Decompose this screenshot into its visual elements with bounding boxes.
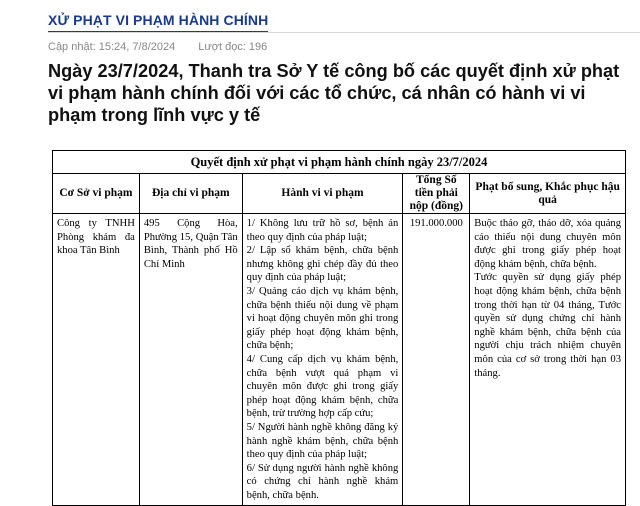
address-cell: 495 Cộng Hòa, Phường 15, Quận Tân Bình, Thành phố Hồ Chí Minh: [139, 214, 242, 506]
violation-item: 5/ Người hành nghề không đăng ký hành nghề khám bệnh, chữa bệnh theo quy định của pháp luật;: [246, 421, 399, 461]
remedies-cell: [470, 214, 626, 506]
violation-item: 3/ Quảng cáo dịch vụ khám bệnh, chữa bệnh thiếu nội dung về phạm vi hoạt động chuyên môn ghi trong giấy phép hoạt động khám bệnh, chữa bệnh;: [246, 285, 399, 352]
section-title[interactable]: XỬ PHẠT VI PHẠM HÀNH CHÍNH: [48, 12, 268, 33]
violation-item: 1/ Không lưu trữ hồ sơ, bệnh án theo quy định của pháp luật;: [246, 218, 399, 243]
header-remedies: Phạt bổ sung, Khắc phục hậu quả: [470, 174, 626, 214]
violation-item: 6/ Sử dụng người hành nghề không có chứng chỉ hành nghề khám bệnh, chữa bệnh.: [246, 462, 399, 501]
header-amount: Tổng Số tiền phải nộp (đồng): [403, 174, 470, 214]
remedy-item: Tước quyền sử dụng giấy phép hoạt động khám bệnh, chữa bệnh trong thời hạn từ 04 tháng, Tước quyền sử dụng chứng chỉ hành nghề khám bệnh, chữa bệnh của người chịu trách nhiệm chuyên môn của cơ sở trong thời hạn 03 tháng.: [474, 272, 621, 379]
penalty-decision-table: [52, 150, 626, 506]
article-meta: [48, 41, 287, 53]
article-headline: Ngày 23/7/2024, Thanh tra Sở Y tế công bố các quyết định xử phạt vi phạm hành chính đối với các tổ chức, cá nhân có hành vi vi phạm trong lĩnh vực y tế: [48, 61, 620, 125]
remedy-item: Buộc tháo gỡ, tháo dỡ, xóa quảng cáo thiếu nội dung chuyên môn được ghi trong giấy phép hoạt động khám bệnh, chữa bệnh.: [474, 218, 621, 270]
facility-cell: Công ty TNHH Phòng khám đa khoa Tân Bình: [53, 214, 140, 506]
table-caption: Quyết định xử phạt vi phạm hành chính ngày 23/7/2024: [53, 151, 626, 174]
view-count: Lượt đọc: 196: [198, 41, 268, 53]
header-address: Địa chỉ vi phạm: [139, 174, 242, 214]
violations-cell: [242, 214, 403, 506]
section-header: [48, 12, 640, 33]
amount-cell: 191.000.000: [403, 214, 470, 506]
violation-item: 2/ Lập sổ khám bệnh, chữa bệnh nhưng không ghi chép đầy đủ theo quy định của pháp luật;: [246, 245, 399, 284]
section-divider: [48, 32, 640, 33]
violation-item: 4/ Cung cấp dịch vụ khám bệnh, chữa bệnh vượt quá phạm vi chuyên môn được ghi trong giấy phép hoạt động khám bệnh, chữa bệnh, trừ trường hợp cấp cứu;: [246, 353, 399, 420]
table-header-row: [53, 174, 626, 214]
header-violations: Hành vi vi phạm: [242, 174, 403, 214]
table-row: [53, 214, 626, 506]
header-facility: Cơ Sở vi phạm: [53, 174, 140, 214]
updated-timestamp: Cập nhật: 15:24, 7/8/2024: [48, 41, 176, 53]
